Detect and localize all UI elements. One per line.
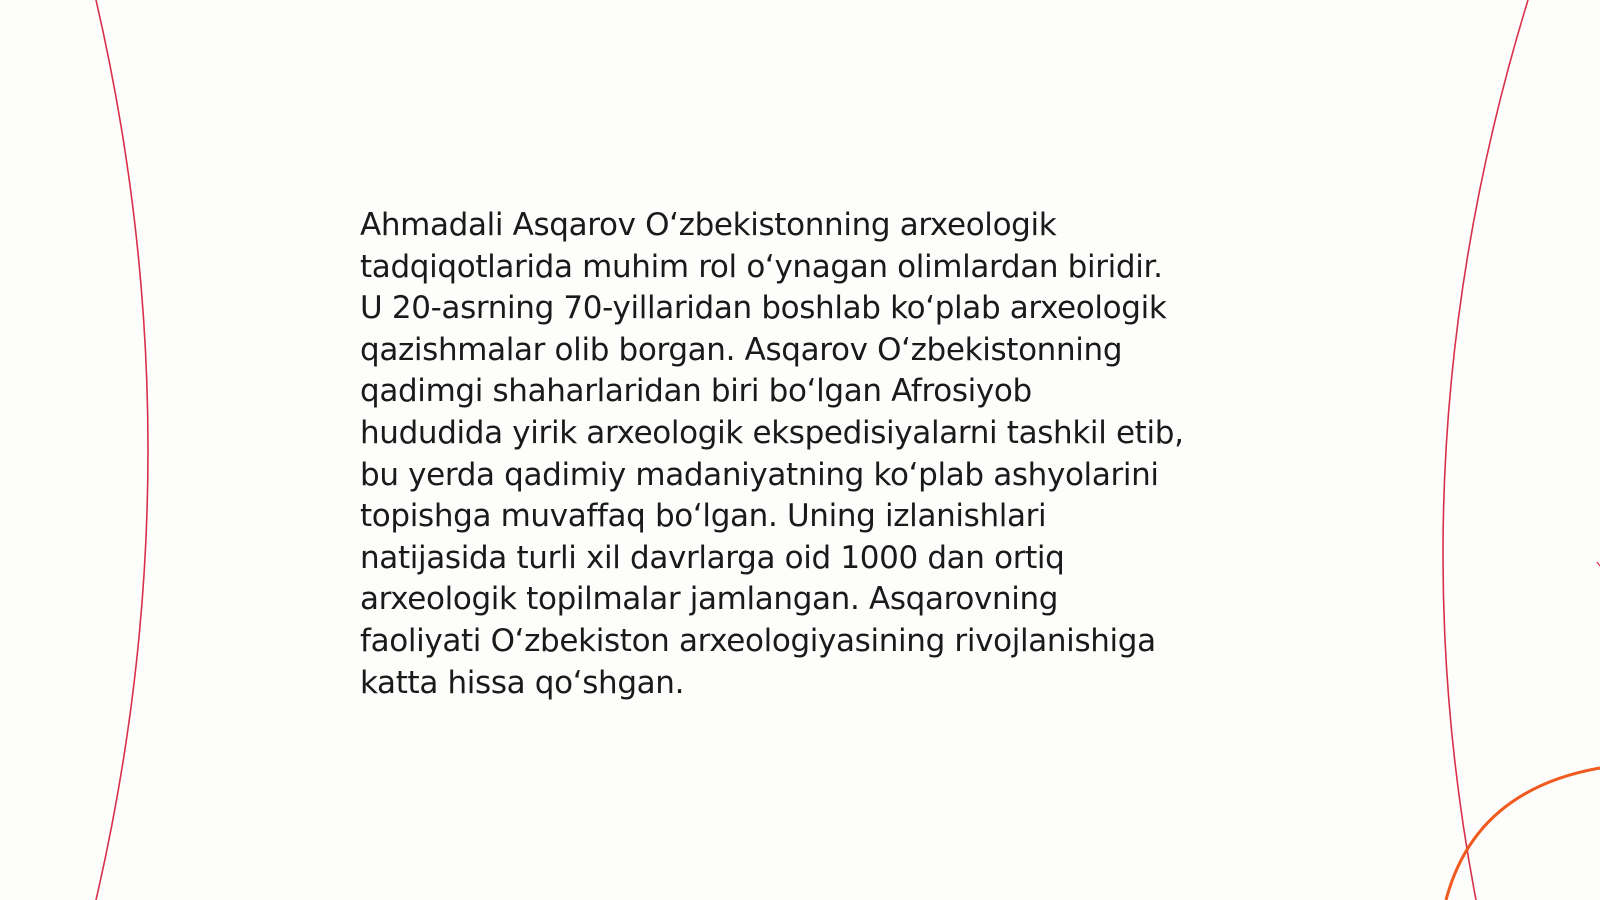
right-curve-decoration — [1443, 0, 1528, 900]
orange-arc-decoration — [1446, 768, 1600, 900]
body-paragraph: Ahmadali Asqarov O‘zbekistonning arxeologik tadqiqotlarida muhim rol o‘ynagan olimlardan biridir. U 20-asrning 70-yillaridan boshlab ko‘plab arxeologik qazishmalar olib borgan. Asqarov O‘zbekistonning qadimgi shaharlaridan biri bo‘lgan Afrosiyob hududida yirik arxeologik ekspedisiyalarni tashkil etib, bu yerda qadimiy madaniyatning ko‘plab ashyolarini topishga muvaffaq bo‘lgan. Uning izlanishlari natijasida turli xil davrlarga oid 1000 dan ortiq arxeologik topilmalar jamlangan. Asqarovning faoliyati O‘zbekiston arxeologiyasining rivojlanishiga katta hissa qo‘shgan. — [360, 207, 1184, 701]
left-curve-decoration — [96, 0, 148, 900]
